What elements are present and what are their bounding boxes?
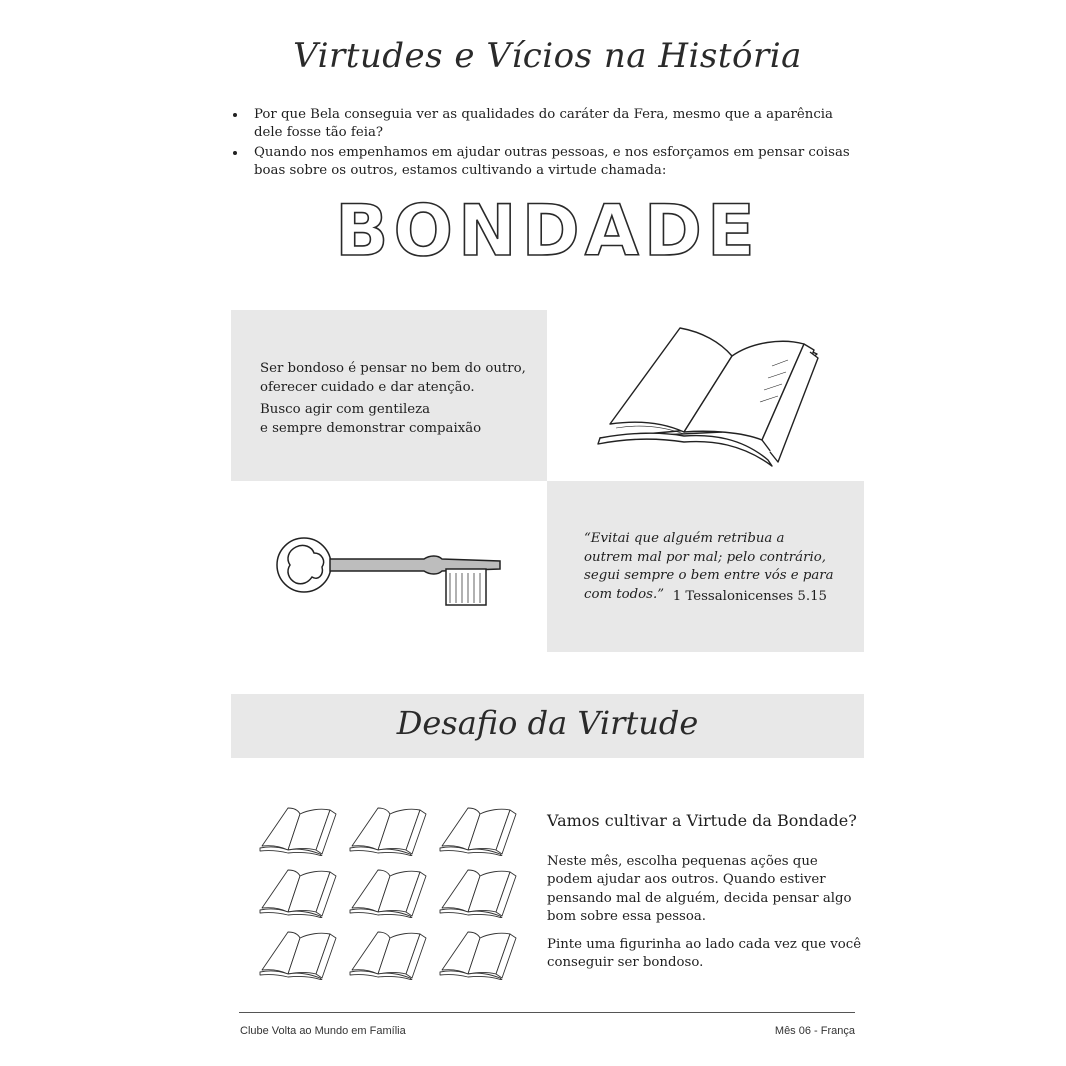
open-book-icon[interactable]	[438, 926, 518, 980]
open-book-icon[interactable]	[348, 864, 428, 918]
open-book-icon[interactable]	[438, 802, 518, 856]
footer-left: Clube Volta ao Mundo em Família	[240, 1025, 406, 1037]
footer-divider	[239, 1012, 855, 1013]
challenge-title: Desafio da Virtude	[396, 704, 699, 742]
question-item: Quando nos empenhamos em ajudar outras pessoas, e nos esforçamos em pensar coisas boas sobre os outros, estamos cultivando a virtude chamada:	[231, 144, 864, 180]
challenge-question: Vamos cultivar a Virtude da Bondade?	[547, 811, 857, 830]
question-item: Por que Bela conseguia ver as qualidades do caráter da Fera, mesmo que a aparência dele fosse tão feia?	[231, 106, 864, 142]
open-book-icon[interactable]	[348, 926, 428, 980]
definition-line: Ser bondoso é pensar no bem do outro,	[260, 361, 526, 376]
open-book-icon	[592, 320, 822, 470]
definition-line: oferecer cuidado e dar atenção.	[260, 379, 475, 395]
definition-line: Busco agir com gentileza	[260, 402, 430, 417]
verse-box	[547, 481, 864, 652]
question-list	[231, 106, 864, 182]
open-book-icon[interactable]	[348, 802, 428, 856]
open-book-icon[interactable]	[258, 864, 338, 918]
challenge-paragraph: Pinte uma figurinha ao lado cada vez que você conseguir ser bondoso.	[547, 936, 862, 970]
definition-line: e sempre demonstrar compaixão	[260, 420, 482, 436]
challenge-text	[547, 812, 867, 982]
page-title: Virtudes e Vícios na História	[293, 36, 802, 76]
open-book-icon[interactable]	[438, 864, 518, 918]
skeleton-key-icon	[274, 525, 504, 610]
open-book-icon[interactable]	[258, 802, 338, 856]
challenge-paragraph: Neste mês, escolha pequenas ações que podem ajudar aos outros. Quando estiver pensando mal de alguém, decida pensar algo bom sobre essa pessoa.	[547, 853, 852, 924]
definition-box	[231, 310, 547, 481]
verse-text: “Evitai que alguém retribua a outrem mal por mal; pelo contrário, segui sempre o bem entre vós e para com todos.”	[584, 531, 834, 602]
verse-reference: 1 Tessalonicenses 5.15	[672, 589, 827, 604]
coloring-grid	[258, 802, 528, 982]
virtue-word: BONDADE	[335, 190, 760, 272]
open-book-icon[interactable]	[258, 926, 338, 980]
footer-right: Mês 06 - França	[774, 1025, 855, 1037]
challenge-banner	[231, 694, 864, 758]
